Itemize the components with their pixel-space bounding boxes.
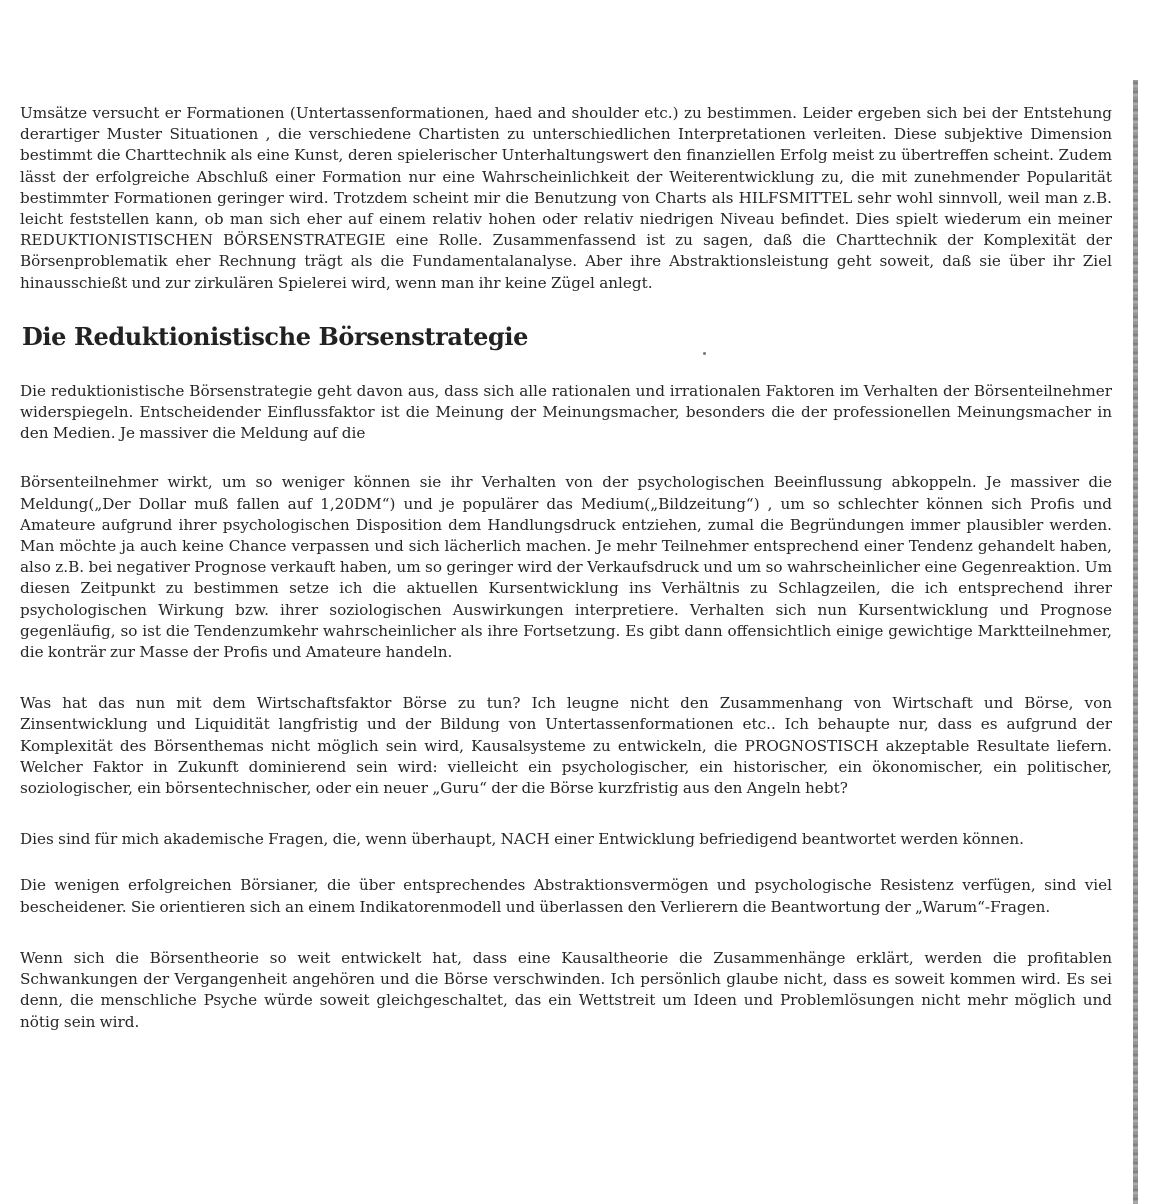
intro-paragraph: Umsätze versucht er Formationen (Untertassenformationen, haed and shoulder etc.) zu bestimmen. Leider ergeben sich bei der Entstehung derartiger Muster Situationen , die verschiedene Chartisten zu unterschiedlichen Interpretationen verleiten. Diese subjektive Dimension bestimmt die Charttechnik als eine Kunst, deren spielerischer Unterhaltungswert den finanziellen Erfolg meist zu übertreffen scheint. Zudem lässt der erfolgreiche Abschluß einer Formation nur eine Wahrscheinlichkeit der Weiterentwicklung zu, die mit zunehmender Popularität bestimmter Formationen geringer wird. Trotzdem scheint mir die Benutzung von Charts als HILFSMITTEL sehr wohl sinnvoll, weil man z.B. leicht feststellen kann, ob man sich eher auf einem relativ hohen oder relativ niedrigen Niveau befindet. Dies spielt wiederum ein meiner REDUKTIONISTISCHEN BÖRSENSTRATEGIE eine Rolle. Zusammenfassend ist zu sagen, daß die Charttechnik der Komplexität der Börsenproblematik eher Rechnung trägt als die Fundamentalanalyse. Aber ihre Abstraktionsleistung geht soweit, daß sie über ihr Ziel hinausschießt und zur zirkulären Spielerei wird, wenn man ihr keine Zügel anlegt. — [20, 104, 1112, 292]
document-page — [20, 103, 1112, 1033]
paragraph-2: Börsenteilnehmer wirkt, um so weniger können sie ihr Verhalten von der psychologischen Beeinflussung abkoppeln. Je massiver die Meldung(„Der Dollar muß fallen auf 1,20DM“) und je populärer das Medium(„Bildzeitung“) , um so schlechter können sich Profis und Amateure aufgrund ihrer psychologischen Disposition dem Handlungsdruck entziehen, zumal die Begründungen immer plausibler werden. Man möchte ja auch keine Chance verpassen und sich lächerlich machen. Je mehr Teilnehmer entsprechend einer Tendenz gehandelt haben, also z.B. bei negativer Prognose verkauft haben, um so geringer wird der Verkaufsdruck und um so wahrscheinlicher eine Gegenreaktion. Um diesen Zeitpunkt zu bestimmen setze ich die aktuellen Kursentwicklung ins Verhältnis zu Schlagzeilen, die ich entsprechend ihrer psychologischen Wirkung bzw. ihrer soziologischen Auswirkungen interpretiere. Verhalten sich nun Kursentwicklung und Prognose gegenläufig, so ist die Tendenzumkehr wahrscheinlicher als ihre Fortsetzung. Es gibt dann offensichtlich einige gewichtige Marktteilnehmer, die konträr zur Masse der Profis und Amateure handeln. — [20, 473, 1112, 662]
scan-edge-shadow — [1133, 80, 1138, 1204]
paragraph-6: Wenn sich die Börsentheorie so weit entwickelt hat, dass eine Kausaltheorie die Zusammenhänge erklärt, werden die profitablen Schwankungen der Vergangenheit angehören und die Börse verschwinden. Ich persönlich glaube nicht, dass es soweit kommen wird. Es sei denn, die menschliche Psyche würde soweit gleichgeschaltet, das ein Wettstreit um Ideen und Problemlösungen nicht mehr möglich und nötig sein wird. — [20, 948, 1112, 1031]
paragraph-4: Dies sind für mich akademische Fragen, die, wenn überhaupt, NACH einer Entwicklung befriedigend beantwortet werden können. — [20, 830, 1024, 849]
section-heading: Die Reduktionistische Börsenstrategie — [22, 321, 529, 351]
paragraph-1: Die reduktionistische Börsenstrategie geht davon aus, dass sich alle rationalen und irrationalen Faktoren im Verhalten der Börsenteilnehmer widerspiegeln. Entscheidender Einflussfaktor ist die Meinung der Meinungsmacher, besonders die der professionellen Meinungsmacher in den Medien. Je massiver die Meldung auf die — [20, 381, 1112, 443]
paragraph-3: Was hat das nun mit dem Wirtschaftsfaktor Börse zu tun? Ich leugne nicht den Zusammenhang von Wirtschaft und Börse, von Zinsentwicklung und Liquidität langfristig und der Bildung von Untertassenformationen etc.. Ich behaupte nur, dass es aufgrund der Komplexität des Börsenthemas nicht möglich sein wird, Kausalsysteme zu entwickeln, die PROGNOSTISCH akzeptable Resultate liefern. Welcher Faktor in Zukunft dominierend sein wird: vielleicht ein psychologischer, ein historischer, ein ökonomischer, ein politischer, soziologischer, ein börsentechnischer, oder ein neuer „Guru“ der die Börse kurzfristig aus den Angeln hebt? — [20, 694, 1112, 798]
paragraph-5: Die wenigen erfolgreichen Börsianer, die über entsprechendes Abstraktionsvermögen und psychologische Resistenz verfügen, sind viel bescheidener. Sie orientieren sich an einem Indikatorenmodell und überlassen den Verlierern die Beantwortung der „Warum“-Fragen. — [20, 876, 1112, 916]
